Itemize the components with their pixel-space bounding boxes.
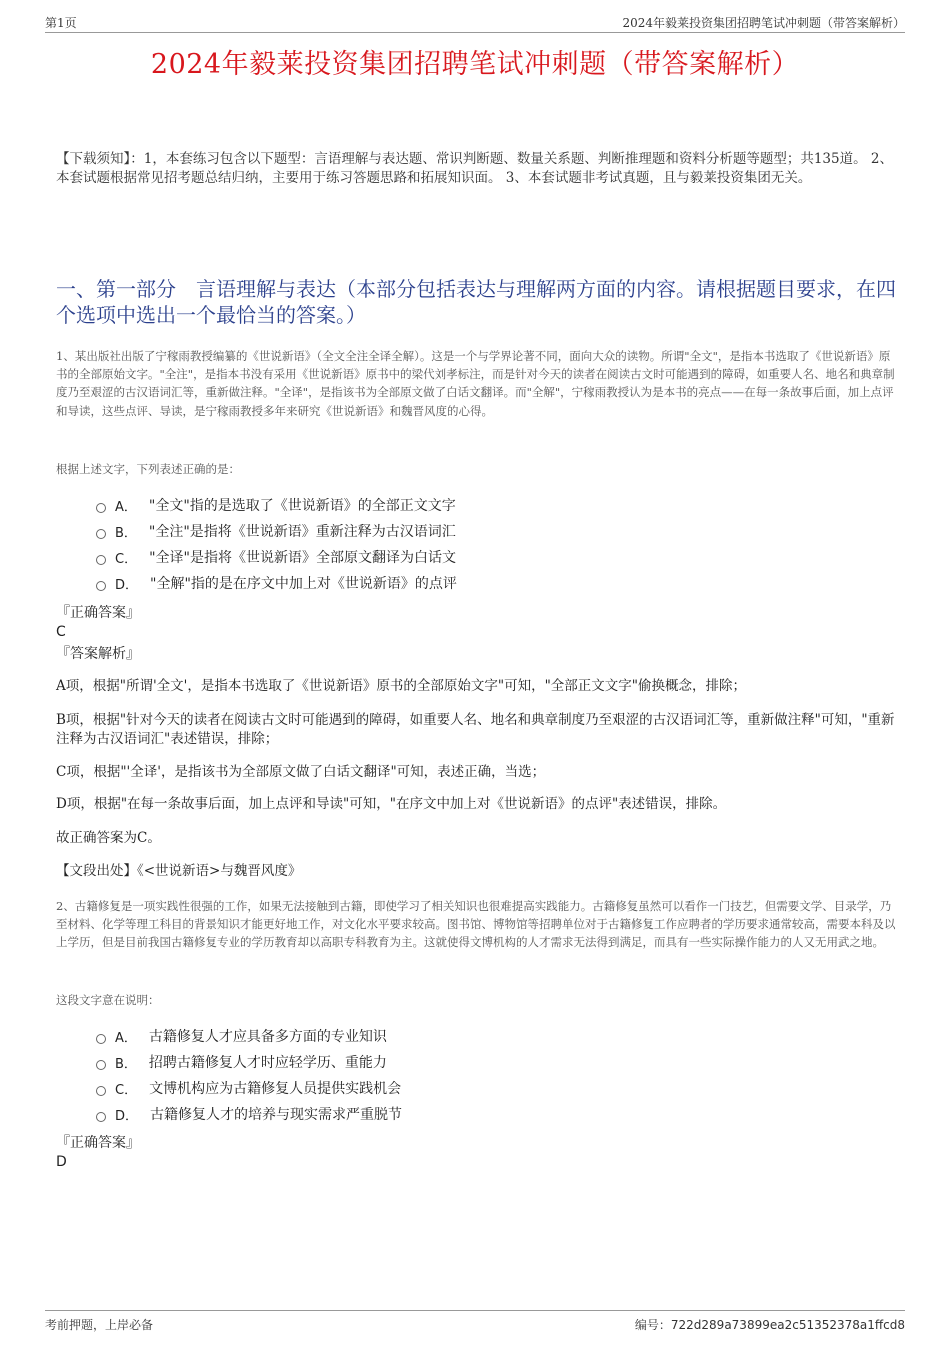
- question-1-option-b[interactable]: [96, 518, 457, 544]
- option-letter: B．: [115, 525, 137, 541]
- question-1-prompt-block: [56, 460, 898, 478]
- question-2-option-d[interactable]: [96, 1101, 402, 1127]
- question-1-answer-block: [56, 602, 898, 663]
- radio-icon[interactable]: [96, 1086, 106, 1096]
- question-2-prompt-block: [56, 991, 898, 1009]
- correct-answer: C: [56, 624, 66, 640]
- question-1-option-a[interactable]: [96, 492, 457, 518]
- analysis-a-block: [56, 677, 898, 696]
- question-2-option-c[interactable]: [96, 1075, 402, 1101]
- option-text: "全注"是指将《世说新语》重新注释为古汉语词汇: [148, 524, 456, 540]
- analysis-conclusion: 故正确答案为C。: [56, 830, 161, 846]
- question-2-text: 2、古籍修复是一项实践性很强的工作，如果无法接触到古籍，即使学习了相关知识也很难提高实践能力。古籍修复虽然可以看作一门技艺，但需要文学、目录学，乃至材料、化学等理工科目的背景知识才能更好地工作，对文化水平要求较高。图书馆、博物馆等招聘单位对于古籍修复工作应聘者的学历要求通常较高，需要本科及以上学历，但是目前我国古籍修复专业的学历教育却以高职专科教育为主。这就使得文博机构的人才需求无法得到满足，而具有一些实际操作能力的人又无用武之地。: [56, 899, 896, 950]
- question-2-prompt: 这段文字意在说明：: [56, 993, 160, 1007]
- radio-icon[interactable]: [96, 1112, 106, 1122]
- option-text: 招聘古籍修复人才时应轻学历、重能力: [148, 1055, 387, 1071]
- option-letter: D．: [115, 1108, 139, 1124]
- option-text: "全文"指的是选取了《世说新语》的全部正文文字: [148, 498, 456, 514]
- page-header: [45, 14, 905, 33]
- page-footer: [45, 1310, 905, 1335]
- question-1-options: [96, 492, 457, 596]
- question-1-option-c[interactable]: [96, 544, 457, 570]
- option-text: "全解"指的是在序文中加上对《世说新语》的点评: [150, 576, 457, 592]
- serial-number: 722d289a73899ea2c51352378a1ffcd8: [670, 1318, 905, 1332]
- correct-answer: D: [56, 1154, 67, 1170]
- analysis-d-block: [56, 795, 898, 814]
- option-text: "全译"是指将《世说新语》全部原文翻译为白话文: [149, 550, 456, 566]
- option-letter: B．: [115, 1056, 137, 1072]
- analysis-a: A项，根据"所谓'全文'，是指本书选取了《世说新语》原书的全部原始文字"可知，"全部正文文字"偷换概念，排除；: [56, 678, 747, 694]
- radio-icon[interactable]: [96, 503, 106, 513]
- download-notice: 【下载须知】：1，本套练习包含以下题型：言语理解与表达题、常识判断题、数量关系题、判断推理题和资料分析题等题型；共135道。 2、本套试题根据常见招考题总结归纳，主要用于练习答题思路和拓展知识面。 3、本套试题非考试真题，且与毅莱投资集团无关。: [56, 151, 893, 186]
- footer-serial: [635, 1316, 905, 1333]
- analysis-label: 『答案解析』: [56, 646, 140, 662]
- question-2-option-b[interactable]: [96, 1049, 402, 1075]
- source-block: [56, 862, 898, 881]
- passage-source: 【文段出处】《<世说新语>与魏晋风度》: [56, 863, 302, 879]
- radio-icon[interactable]: [96, 1060, 106, 1070]
- option-text: 古籍修复人才的培养与现实需求严重脱节: [150, 1107, 403, 1123]
- option-letter: D．: [115, 577, 139, 593]
- question-2-options: [96, 1023, 402, 1127]
- question-1-option-d[interactable]: [96, 570, 457, 596]
- radio-icon[interactable]: [96, 1034, 106, 1044]
- question-1-prompt: 根据上述文字，下列表述正确的是：: [56, 462, 240, 476]
- analysis-d: D项，根据"在每一条故事后面，加上点评和导读"可知，"在序文中加上对《世说新语》的点评"表述错误，排除。: [56, 796, 727, 812]
- question-2-text-block: [56, 897, 898, 952]
- analysis-c: C项，根据"'全译'，是指该书为全部原文做了白话文翻译"可知，表述正确，当选；: [56, 764, 546, 780]
- correct-answer-label: 『正确答案』: [56, 1135, 140, 1151]
- serial-label: 编号：: [634, 1318, 671, 1332]
- question-2-answer-block: [56, 1132, 898, 1170]
- analysis-b: B项，根据"针对今天的读者在阅读古文时可能遇到的障碍，如重要人名、地名和典章制度乃至艰涩的古汉语词汇等，重新做注释"可知，"重新注释为古汉语词汇"表述错误，排除；: [56, 712, 895, 747]
- header-doc-title: 2024年毅莱投资集团招聘笔试冲刺题（带答案解析）: [622, 16, 905, 30]
- correct-answer-label: 『正确答案』: [56, 605, 140, 621]
- question-2-option-a[interactable]: [96, 1023, 402, 1049]
- option-letter: C．: [115, 551, 138, 567]
- radio-icon[interactable]: [96, 529, 106, 539]
- option-letter: A．: [115, 499, 137, 515]
- question-1-text-block: [56, 347, 898, 420]
- section-title: 一、第一部分 言语理解与表达（本部分包括表达与理解两方面的内容。请根据题目要求，在四个选项中选出一个最恰当的答案。）: [56, 277, 896, 327]
- footer-slogan: 考前押题，上岸必备: [45, 1318, 154, 1332]
- question-1-text: 1、某出版社出版了宁稼雨教授编纂的《世说新语》（全文全注全译全解）。这是一个与学界论著不同，面向大众的读物。所谓"全文"，是指本书选取了《世说新语》原书的全部原始文字。"全注"，是指本书没有采用《世说新语》原书中的梁代刘孝标注，而是针对今天的读者在阅读古文时可能遇到的障碍，如重要人名、地名和典章制度乃至艰涩的古汉语词汇等，重新做注释。"全译"，是指该书为全部原文做了白话文翻译。而"全解"，宁稼雨教授认为是本书的亮点——在每一条故事后面，加上点评和导读，这些点评、导读，是宁稼雨教授多年来研究《世说新语》和魏晋风度的心得。: [56, 349, 895, 418]
- analysis-conclusion-block: [56, 829, 898, 848]
- radio-icon[interactable]: [96, 581, 106, 591]
- radio-icon[interactable]: [96, 555, 106, 565]
- option-text: 文博机构应为古籍修复人员提供实践机会: [149, 1081, 402, 1097]
- option-letter: A．: [115, 1030, 137, 1046]
- document-title: 2024年毅莱投资集团招聘笔试冲刺题（带答案解析）: [150, 49, 800, 80]
- page-number: 第1页: [45, 16, 77, 30]
- analysis-c-block: [56, 763, 898, 782]
- analysis-b-block: [56, 711, 898, 748]
- option-letter: C．: [115, 1082, 138, 1098]
- option-text: 古籍修复人才应具备多方面的专业知识: [148, 1029, 387, 1045]
